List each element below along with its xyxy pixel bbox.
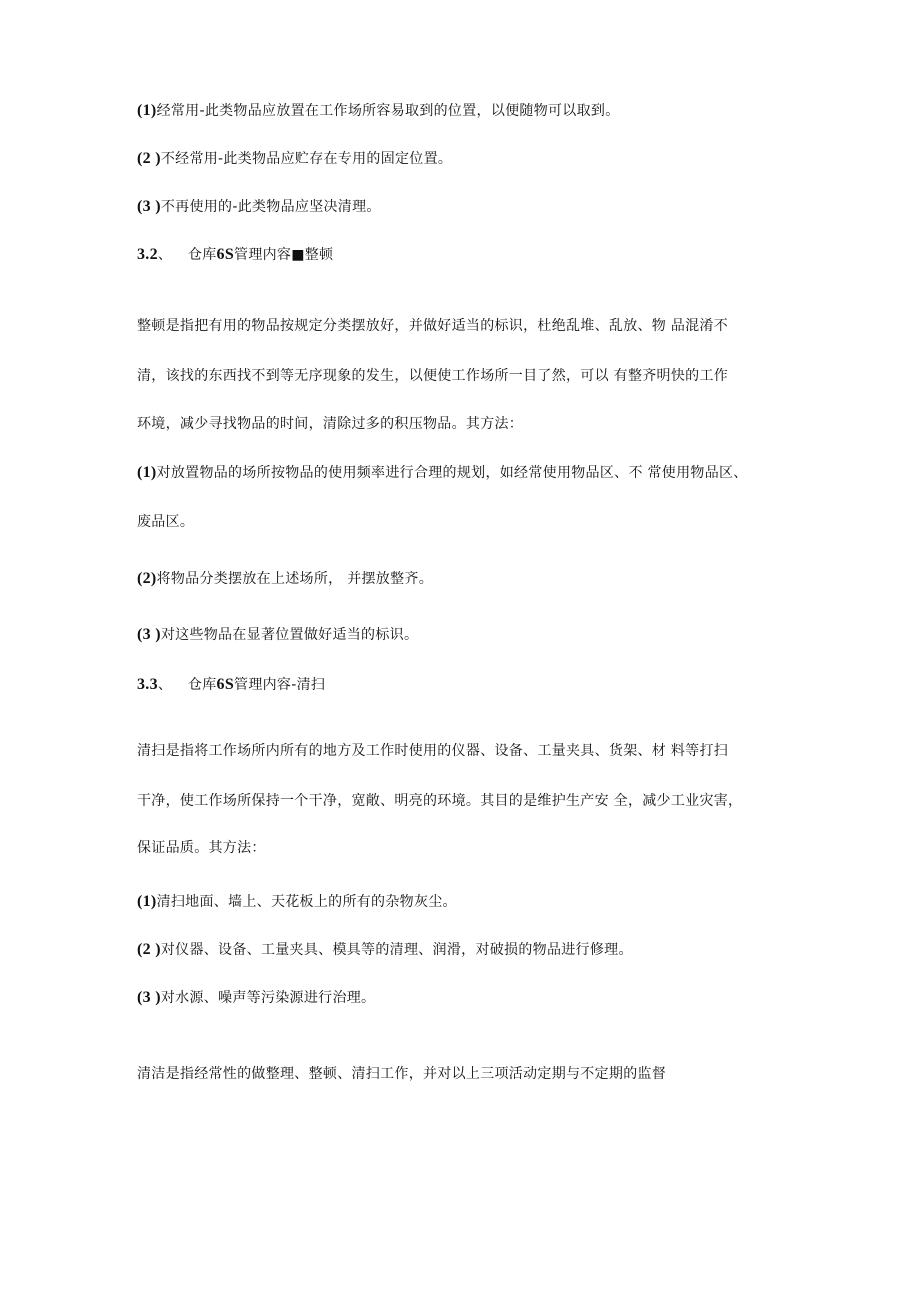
item-text: 对放置物品的场所按物品的使用频率进行合理的规划，如经常使用物品区、不 常使用物品区、 (156, 465, 748, 481)
list-item (137, 892, 457, 912)
list-item (137, 940, 633, 960)
section-number: 3.2 (137, 246, 158, 263)
paragraph-line: 清扫是指将工作场所内所有的地方及工作时使用的仪器、设备、工量夹具、货架、材 料等打扫 (137, 743, 729, 759)
section-title-6s: 6S (216, 246, 235, 263)
item-text: 经常用-此类物品应放置在工作场所容易取到的位置，以便随物可以取到。 (156, 103, 620, 119)
list-item (137, 463, 748, 483)
list-item (137, 625, 418, 645)
paragraph-line: 环境，减少寻找物品的时间，清除过多的积压物品。其方法： (137, 416, 524, 432)
item-number: (1) (137, 102, 157, 119)
section-separator: 、 (157, 247, 173, 263)
list-item (137, 149, 452, 169)
item-text: 不经常用-此类物品应贮存在专用的固定位置。 (160, 151, 453, 167)
section-separator: 、 (157, 677, 173, 693)
paragraph-line: 保证品质。其方法： (137, 840, 266, 856)
item-number: (2) (137, 570, 157, 587)
list-item (137, 988, 375, 1008)
paragraph-line: 清，该找的东西找不到等无序现象的发生，以便使工作场所一目了然，可以 有整齐明快的工作 (137, 368, 729, 384)
item-text: 对这些物品在显著位置做好适当的标识。 (160, 627, 419, 643)
list-item (137, 101, 620, 121)
list-item-continuation: 废品区。 (137, 514, 195, 530)
list-item (137, 197, 381, 217)
list-item (137, 569, 433, 589)
section-number: 3.3 (137, 676, 158, 693)
item-number: (1) (137, 893, 157, 910)
item-number: (1) (137, 464, 157, 481)
section-title-prefix: 仓库 (187, 247, 217, 263)
section-title-suffix: 管理内容-清扫 (234, 677, 326, 693)
section-heading-3-2 (137, 245, 333, 265)
paragraph-line: 整顿是指把有用的物品按规定分类摆放好，并做好适当的标识，杜绝乱堆、乱放、物 品混淆不 (137, 318, 729, 334)
item-text: 对水源、噪声等污染源进行治理。 (160, 990, 376, 1006)
item-text: 将物品分类摆放在上述场所， 并摆放整齐。 (156, 571, 434, 587)
item-number: (2 ) (137, 150, 161, 167)
item-number: (2 ) (137, 941, 161, 958)
item-text: 清扫地面、墙上、天花板上的所有的杂物灰尘。 (156, 894, 457, 910)
item-number: (3 ) (137, 198, 161, 215)
section-title-prefix: 仓库 (187, 677, 217, 693)
item-number: (3 ) (137, 989, 161, 1006)
section-title-suffix: 管理内容■整顿 (234, 247, 334, 263)
item-text: 对仪器、设备、工量夹具、模具等的清理、润滑，对破损的物品进行修理。 (160, 942, 633, 958)
paragraph-line: 干净，使工作场所保持一个干净，宽敞、明亮的环境。其目的是维护生产安 全，减少工业灾害， (137, 793, 743, 809)
item-number: (3 ) (137, 626, 161, 643)
section-heading-3-3 (137, 675, 325, 695)
section-title-6s: 6S (216, 676, 235, 693)
item-text: 不再使用的-此类物品应坚决清理。 (160, 199, 381, 215)
paragraph-line: 清洁是指经常性的做整理、整顿、清扫工作，并对以上三项活动定期与不定期的监督 (137, 1066, 667, 1082)
